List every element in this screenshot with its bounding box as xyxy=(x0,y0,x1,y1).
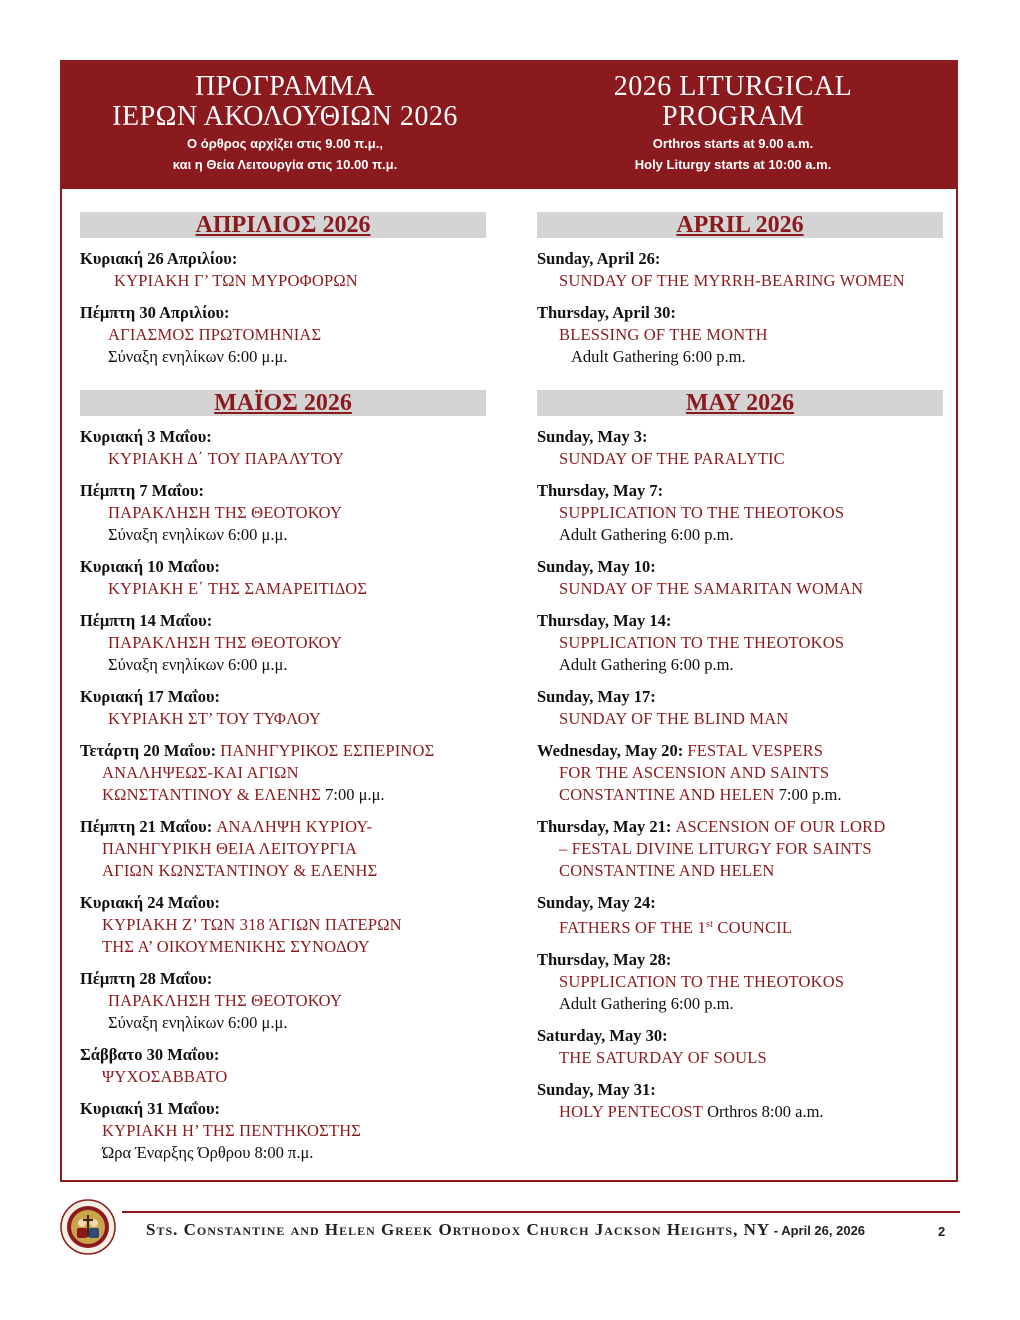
footer-church-name xyxy=(146,1220,865,1240)
entry-note: Σύναξη ενηλίκων 6:00 μ.μ. xyxy=(108,655,288,674)
entry-time: 7:00 p.m. xyxy=(778,785,842,804)
list-item xyxy=(537,686,943,730)
list-item xyxy=(80,686,486,730)
greek-subtitle-line1: Ο όρθρος αρχίζει στις 9.00 π.μ., xyxy=(187,136,383,151)
entry-event: SUNDAY OF THE BLIND MAN xyxy=(559,709,789,728)
entry-day: Thursday, May 14: xyxy=(537,611,672,630)
entry-event-cont: ΚΩΝΣΤΑΝΤΙΝΟΥ & ΕΛΕΝΗΣ xyxy=(102,785,322,804)
english-banner xyxy=(508,72,958,176)
entry-day: Πέμπτη 14 Μαΐου: xyxy=(80,611,213,630)
list-item xyxy=(537,302,943,368)
english-april-heading: APRIL 2026 xyxy=(537,212,943,238)
english-subtitle-line2: Holy Liturgy starts at 10:00 a.m. xyxy=(634,157,832,172)
entry-event: ΠΑΡΑΚΛΗΣΗ ΤΗΣ ΘΕΟΤΟΚΟΥ xyxy=(108,503,343,522)
greek-title-line2: ΙΕΡΩΝ ΑΚΟΛΟΥΘΙΩΝ 2026 xyxy=(112,101,458,132)
list-item xyxy=(80,556,486,600)
list-item xyxy=(80,892,486,958)
list-item xyxy=(80,248,486,292)
entry-day: Sunday, May 3: xyxy=(537,427,648,446)
list-item xyxy=(80,610,486,676)
footer-rule xyxy=(122,1211,960,1213)
entry-day: Σάββατο 30 Μαΐου: xyxy=(80,1045,220,1064)
greek-column xyxy=(80,212,486,1174)
entry-event: ΚΥΡΙΑΚΗ Η’ ΤΗΣ ΠΕΝΤΗΚΟΣΤΗΣ xyxy=(102,1121,362,1140)
entry-day: Πέμπτη 30 Απριλίου: xyxy=(80,303,230,322)
entry-day: Sunday, April 26: xyxy=(537,249,661,268)
entry-event: ΚΥΡΙΑΚΗ Γ’ ΤΩΝ ΜΥΡΟΦΟΡΩΝ xyxy=(114,271,358,290)
entry-note: Adult Gathering 6:00 p.m. xyxy=(571,347,746,366)
entry-event xyxy=(537,914,943,939)
entry-event: ΨΥΧΟΣΑΒΒΑΤΟ xyxy=(102,1067,228,1086)
entry-event: SUNDAY OF THE SAMARITAN WOMAN xyxy=(559,579,864,598)
entry-event: SUPPLICATION TO THE THEOTOKOS xyxy=(559,972,845,991)
list-item xyxy=(537,1025,943,1069)
entry-event: ΠΑΡΑΚΛΗΣΗ ΤΗΣ ΘΕΟΤΟΚΟΥ xyxy=(108,991,343,1010)
ordinal-suffix: st xyxy=(706,919,714,930)
list-item xyxy=(80,302,486,368)
entry-day: Τετάρτη 20 Μαΐου: xyxy=(80,741,217,760)
list-item xyxy=(80,1044,486,1088)
entry-event: THE SATURDAY OF SOULS xyxy=(559,1048,767,1067)
entry-day: Thursday, May 28: xyxy=(537,950,672,969)
list-item xyxy=(537,1079,943,1123)
english-title-line1: 2026 LITURGICAL xyxy=(613,71,853,102)
list-item xyxy=(80,740,486,806)
entry-note: Ώρα Έναρξης Όρθρου 8:00 π.μ. xyxy=(102,1143,314,1162)
entry-event-text: FATHERS OF THE 1 xyxy=(559,918,706,937)
list-item xyxy=(537,949,943,1015)
entry-event: ΚΥΡΙΑΚΗ Δ΄ ΤΟΥ ΠΑΡΑΛΥΤΟΥ xyxy=(108,449,345,468)
entry-event: HOLY PENTECOST xyxy=(559,1102,703,1121)
church-name: Sts. Constantine and Helen Greek Orthodox Church Jackson Heights, NY xyxy=(146,1220,771,1239)
english-title-line2: PROGRAM xyxy=(662,101,804,132)
entry-note: Adult Gathering 6:00 p.m. xyxy=(559,525,734,544)
page-number: 2 xyxy=(938,1224,946,1239)
entry-event-text: COUNCIL xyxy=(713,918,793,937)
entry-day: Κυριακή 3 Μαΐου: xyxy=(80,427,212,446)
entry-day: Thursday, May 21: xyxy=(537,817,672,836)
entry-day: Saturday, May 30: xyxy=(537,1026,668,1045)
entry-event: ΚΥΡΙΑΚΗ Ζ’ ΤΩΝ 318 ΆΓΙΩΝ ΠΑΤΕΡΩΝ xyxy=(102,915,402,934)
entry-day: Sunday, May 31: xyxy=(537,1080,656,1099)
entry-day: Sunday, May 17: xyxy=(537,687,656,706)
entry-event: ΑΝΑΛΗΨΗ ΚΥΡΙΟΥ- xyxy=(216,817,373,836)
entry-note: Adult Gathering 6:00 p.m. xyxy=(559,655,734,674)
entry-event: ASCENSION OF OUR LORD xyxy=(675,817,886,836)
entry-event: SUNDAY OF THE MYRRH-BEARING WOMEN xyxy=(559,271,905,290)
footer-date: - April 26, 2026 xyxy=(770,1223,866,1238)
entry-day: Thursday, May 7: xyxy=(537,481,664,500)
greek-banner xyxy=(62,72,508,176)
entry-day: Sunday, May 24: xyxy=(537,893,656,912)
entry-day: Πέμπτη 28 Μαΐου: xyxy=(80,969,213,988)
english-may-heading: MAY 2026 xyxy=(537,390,943,416)
church-seal-icon xyxy=(60,1199,116,1255)
entry-day: Wednesday, May 20: xyxy=(537,741,684,760)
entry-event: SUPPLICATION TO THE THEOTOKOS xyxy=(559,633,845,652)
entry-event: ΚΥΡΙΑΚΗ Ε΄ ΤΗΣ ΣΑΜΑΡΕΙΤΙΔΟΣ xyxy=(108,579,368,598)
entry-day: Sunday, May 10: xyxy=(537,557,656,576)
entry-time: 7:00 μ.μ. xyxy=(325,785,385,804)
entry-event: BLESSING OF THE MONTH xyxy=(559,325,768,344)
entry-note: Σύναξη ενηλίκων 6:00 μ.μ. xyxy=(108,347,288,366)
list-item xyxy=(80,1098,486,1164)
entry-day: Κυριακή 26 Απριλίου: xyxy=(80,249,238,268)
entry-day: Πέμπτη 21 Μαΐου: xyxy=(80,817,213,836)
entry-day: Κυριακή 24 Μαΐου: xyxy=(80,893,221,912)
greek-april-heading: ΑΠΡΙΛΙΟΣ 2026 xyxy=(80,212,486,238)
entry-day: Πέμπτη 7 Μαΐου: xyxy=(80,481,204,500)
greek-subtitle-line2: και η Θεία Λειτουργία στις 10.00 π.μ. xyxy=(172,157,398,172)
list-item xyxy=(80,426,486,470)
entry-event: ΠΑΡΑΚΛΗΣΗ ΤΗΣ ΘΕΟΤΟΚΟΥ xyxy=(108,633,343,652)
entry-note: Adult Gathering 6:00 p.m. xyxy=(559,994,734,1013)
entry-note: Σύναξη ενηλίκων 6:00 μ.μ. xyxy=(108,1013,288,1032)
entry-event-cont: ΑΓΙΩΝ ΚΩΝΣΤΑΝΤΙΝΟΥ & ΕΛΕΝΗΣ xyxy=(102,861,378,880)
entry-event-cont: ΑΝΑΛΗΨΕΩΣ-ΚΑΙ ΑΓΙΩΝ xyxy=(102,763,299,782)
entry-day: Κυριακή 31 Μαΐου: xyxy=(80,1099,221,1118)
entry-event-cont: CONSTANTINE AND HELEN xyxy=(559,861,775,880)
greek-title-line1: ΠΡΟΓΡΑΜΜΑ xyxy=(195,71,375,102)
list-item xyxy=(537,892,943,939)
entry-time: Orthros 8:00 a.m. xyxy=(707,1102,824,1121)
entry-event: SUPPLICATION TO THE THEOTOKOS xyxy=(559,503,845,522)
list-item xyxy=(537,610,943,676)
list-item xyxy=(537,816,943,882)
entry-event: FESTAL VESPERS xyxy=(687,741,824,760)
entry-event-cont: – FESTAL DIVINE LITURGY FOR SAINTS xyxy=(559,839,872,858)
entry-day: Κυριακή 17 Μαΐου: xyxy=(80,687,221,706)
english-column xyxy=(537,212,943,1133)
greek-may-heading: ΜΑΪΟΣ 2026 xyxy=(80,390,486,416)
list-item xyxy=(537,248,943,292)
entry-event-cont: ΠΑΝΗΓΥΡΙΚΗ ΘΕΙΑ ΛΕΙΤΟΥΡΓΙΑ xyxy=(102,839,358,858)
english-subtitle-line1: Orthros starts at 9.00 a.m. xyxy=(652,136,814,151)
entry-event: ΚΥΡΙΑΚΗ ΣΤ’ ΤΟΥ ΤΥΦΛΟΥ xyxy=(108,709,322,728)
list-item xyxy=(80,816,486,882)
list-item xyxy=(80,968,486,1034)
list-item xyxy=(537,480,943,546)
entry-day: Thursday, April 30: xyxy=(537,303,676,322)
entry-event: SUNDAY OF THE PARALYTIC xyxy=(559,449,785,468)
list-item xyxy=(537,426,943,470)
program-banner xyxy=(62,62,956,189)
list-item xyxy=(537,556,943,600)
entry-event-cont: ΤΗΣ Α’ ΟΙΚΟΥΜΕΝΙΚΗΣ ΣΥΝΟΔΟΥ xyxy=(102,937,370,956)
list-item xyxy=(80,480,486,546)
list-item xyxy=(537,740,943,806)
entry-day: Κυριακή 10 Μαΐου: xyxy=(80,557,221,576)
program-frame xyxy=(60,60,958,1182)
entry-event: ΑΓΙΑΣΜΟΣ ΠΡΩΤΟΜΗΝΙΑΣ xyxy=(108,325,322,344)
entry-event-cont: CONSTANTINE AND HELEN xyxy=(559,785,775,804)
entry-event-cont: FOR THE ASCENSION AND SAINTS xyxy=(559,763,830,782)
entry-event: ΠΑΝΗΓΥΡΙΚΟΣ ΕΣΠΕΡΙΝΟΣ xyxy=(220,741,435,760)
entry-note: Σύναξη ενηλίκων 6:00 μ.μ. xyxy=(108,525,288,544)
